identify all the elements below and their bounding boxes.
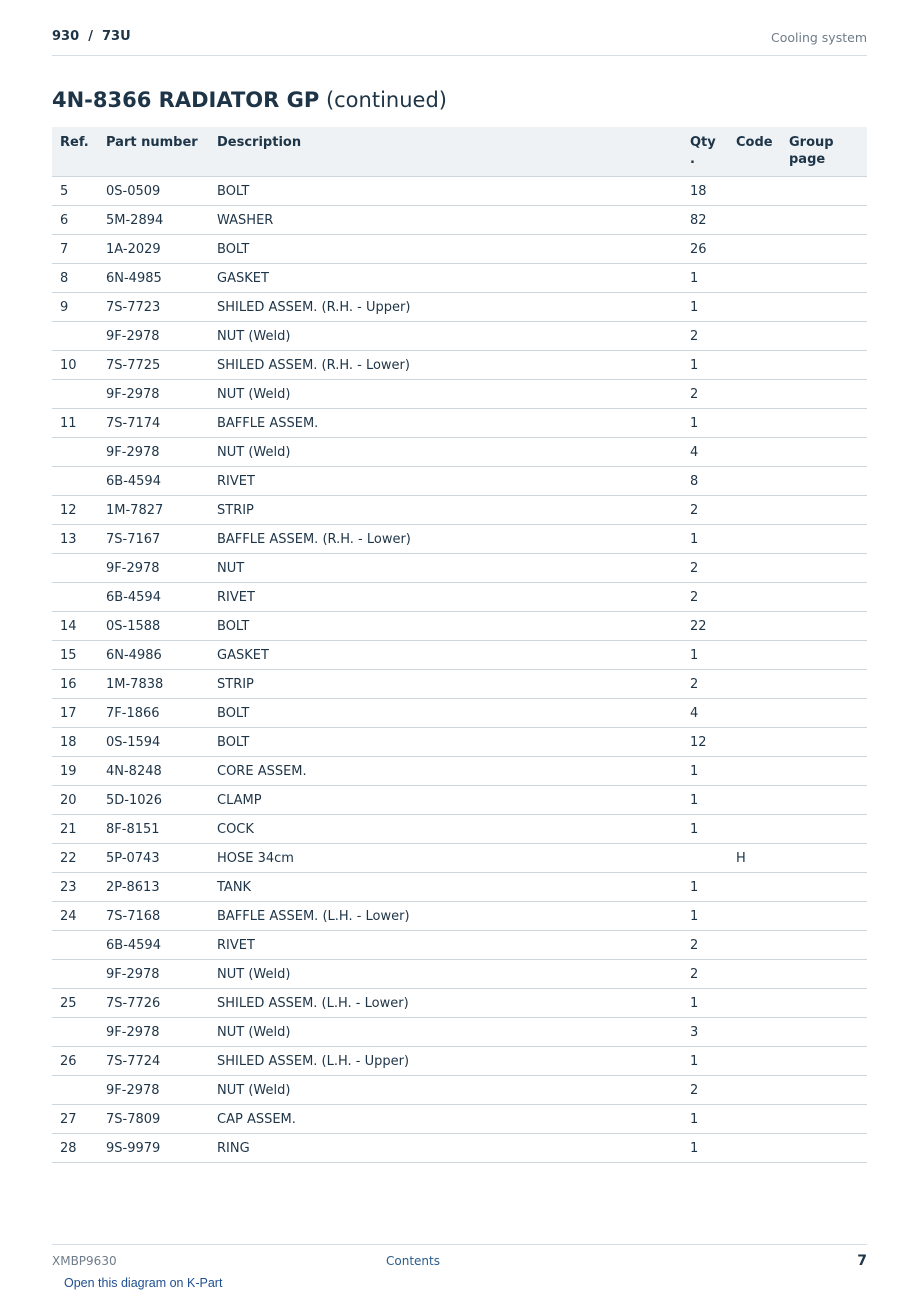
table-row: [52, 989, 867, 1018]
cell-qty: 1: [682, 293, 728, 322]
cell-group-page: [781, 873, 867, 902]
cell-ref: [52, 380, 98, 409]
cell-group-page: [781, 728, 867, 757]
cell-description: STRIP: [209, 670, 682, 699]
cell-code: [728, 351, 781, 380]
cell-code: [728, 641, 781, 670]
cell-group-page: [781, 206, 867, 235]
cell-ref: [52, 554, 98, 583]
cell-ref: 6: [52, 206, 98, 235]
section-label: Cooling system: [771, 30, 867, 45]
table-row: [52, 1047, 867, 1076]
cell-qty: 12: [682, 728, 728, 757]
cell-description: BAFFLE ASSEM. (L.H. - Lower): [209, 902, 682, 931]
cell-qty: 26: [682, 235, 728, 264]
table-row: [52, 844, 867, 873]
cell-description: SHILED ASSEM. (R.H. - Upper): [209, 293, 682, 322]
table-row: [52, 496, 867, 525]
cell-group-page: [781, 1105, 867, 1134]
cell-code: [728, 293, 781, 322]
cell-code: [728, 380, 781, 409]
cell-part-number: 9F-2978: [98, 322, 209, 351]
cell-qty: 1: [682, 815, 728, 844]
cell-part-number: 6B-4594: [98, 931, 209, 960]
cell-ref: 21: [52, 815, 98, 844]
cell-code: [728, 1018, 781, 1047]
cell-description: CORE ASSEM.: [209, 757, 682, 786]
cell-part-number: 6N-4986: [98, 641, 209, 670]
table-row: [52, 293, 867, 322]
page-header: [52, 24, 867, 56]
cell-code: [728, 873, 781, 902]
cell-description: BOLT: [209, 235, 682, 264]
table-row: [52, 1105, 867, 1134]
cell-ref: [52, 931, 98, 960]
cell-description: NUT (Weld): [209, 322, 682, 351]
cell-part-number: 7S-7809: [98, 1105, 209, 1134]
cell-ref: [52, 1076, 98, 1105]
cell-code: [728, 699, 781, 728]
cell-code: [728, 757, 781, 786]
cell-code: [728, 989, 781, 1018]
column-header-description: Description: [209, 127, 682, 177]
cell-description: RIVET: [209, 583, 682, 612]
table-row: [52, 264, 867, 293]
cell-ref: [52, 960, 98, 989]
cell-ref: 24: [52, 902, 98, 931]
cell-part-number: 0S-1588: [98, 612, 209, 641]
table-row: [52, 525, 867, 554]
cell-part-number: 6B-4594: [98, 583, 209, 612]
cell-qty: 4: [682, 699, 728, 728]
cell-group-page: [781, 380, 867, 409]
cell-code: H: [728, 844, 781, 873]
cell-group-page: [781, 699, 867, 728]
table-body: [52, 177, 867, 1163]
table-row: [52, 177, 867, 206]
cell-code: [728, 496, 781, 525]
cell-qty: 1: [682, 786, 728, 815]
open-diagram-link[interactable]: Open this diagram on K-Part: [64, 1276, 223, 1290]
cell-ref: 20: [52, 786, 98, 815]
cell-part-number: 9F-2978: [98, 438, 209, 467]
cell-ref: 11: [52, 409, 98, 438]
cell-description: STRIP: [209, 496, 682, 525]
cell-group-page: [781, 612, 867, 641]
cell-group-page: [781, 409, 867, 438]
cell-ref: 28: [52, 1134, 98, 1163]
cell-group-page: [781, 1076, 867, 1105]
cell-code: [728, 554, 781, 583]
cell-ref: 10: [52, 351, 98, 380]
cell-group-page: [781, 902, 867, 931]
cell-ref: 17: [52, 699, 98, 728]
cell-description: GASKET: [209, 264, 682, 293]
cell-ref: [52, 438, 98, 467]
cell-description: NUT (Weld): [209, 1018, 682, 1047]
cell-group-page: [781, 438, 867, 467]
cell-ref: 9: [52, 293, 98, 322]
cell-qty: 1: [682, 757, 728, 786]
cell-qty: 18: [682, 177, 728, 206]
cell-group-page: [781, 351, 867, 380]
table-row: [52, 409, 867, 438]
cell-group-page: [781, 177, 867, 206]
cell-ref: 7: [52, 235, 98, 264]
cell-qty: 2: [682, 322, 728, 351]
cell-description: SHILED ASSEM. (L.H. - Upper): [209, 1047, 682, 1076]
cell-description: BOLT: [209, 612, 682, 641]
cell-code: [728, 1134, 781, 1163]
cell-group-page: [781, 844, 867, 873]
cell-qty: [682, 844, 728, 873]
table-row: [52, 467, 867, 496]
cell-part-number: 7S-7725: [98, 351, 209, 380]
cell-qty: 1: [682, 1105, 728, 1134]
column-header-ref: Ref.: [52, 127, 98, 177]
table-row: [52, 206, 867, 235]
cell-qty: 2: [682, 670, 728, 699]
cell-code: [728, 815, 781, 844]
cell-ref: 5: [52, 177, 98, 206]
cell-ref: 13: [52, 525, 98, 554]
cell-code: [728, 786, 781, 815]
cell-description: RING: [209, 1134, 682, 1163]
cell-qty: 1: [682, 989, 728, 1018]
cell-part-number: 9F-2978: [98, 960, 209, 989]
cell-qty: 1: [682, 264, 728, 293]
cell-description: COCK: [209, 815, 682, 844]
cell-part-number: 2P-8613: [98, 873, 209, 902]
cell-ref: 18: [52, 728, 98, 757]
page-title: [52, 88, 447, 112]
cell-qty: 1: [682, 641, 728, 670]
cell-description: SHILED ASSEM. (R.H. - Lower): [209, 351, 682, 380]
cell-group-page: [781, 467, 867, 496]
cell-group-page: [781, 815, 867, 844]
table-row: [52, 1076, 867, 1105]
cell-ref: 16: [52, 670, 98, 699]
cell-code: [728, 612, 781, 641]
cell-description: NUT (Weld): [209, 380, 682, 409]
cell-part-number: 4N-8248: [98, 757, 209, 786]
cell-qty: 8: [682, 467, 728, 496]
cell-ref: [52, 1018, 98, 1047]
cell-qty: 1: [682, 1134, 728, 1163]
title-suffix: (continued): [325, 88, 447, 112]
cell-ref: 14: [52, 612, 98, 641]
cell-ref: [52, 322, 98, 351]
cell-description: SHILED ASSEM. (L.H. - Lower): [209, 989, 682, 1018]
contents-link[interactable]: Contents: [386, 1254, 440, 1268]
cell-group-page: [781, 322, 867, 351]
cell-qty: 3: [682, 1018, 728, 1047]
cell-description: HOSE 34cm: [209, 844, 682, 873]
cell-part-number: 0S-0509: [98, 177, 209, 206]
cell-code: [728, 728, 781, 757]
part-group-name: 4N-8366 RADIATOR GP: [52, 88, 320, 112]
table-row: [52, 583, 867, 612]
page-footer: [52, 1244, 867, 1275]
cell-group-page: [781, 960, 867, 989]
cell-description: CLAMP: [209, 786, 682, 815]
cell-group-page: [781, 583, 867, 612]
column-header-part-number: Part number: [98, 127, 209, 177]
cell-description: CAP ASSEM.: [209, 1105, 682, 1134]
cell-description: NUT: [209, 554, 682, 583]
cell-part-number: 7S-7723: [98, 293, 209, 322]
cell-code: [728, 409, 781, 438]
cell-description: BOLT: [209, 728, 682, 757]
cell-description: BOLT: [209, 177, 682, 206]
table-row: [52, 322, 867, 351]
cell-part-number: 6B-4594: [98, 467, 209, 496]
cell-qty: 2: [682, 960, 728, 989]
cell-code: [728, 1105, 781, 1134]
cell-group-page: [781, 525, 867, 554]
cell-part-number: 7S-7168: [98, 902, 209, 931]
table-row: [52, 380, 867, 409]
cell-part-number: 9F-2978: [98, 554, 209, 583]
cell-code: [728, 960, 781, 989]
column-header-code: Code: [728, 127, 781, 177]
table-row: [52, 1134, 867, 1163]
document-id: XMBP9630: [52, 1254, 117, 1268]
table-row: [52, 670, 867, 699]
cell-code: [728, 931, 781, 960]
parts-table: [52, 127, 867, 1163]
cell-description: BAFFLE ASSEM. (R.H. - Lower): [209, 525, 682, 554]
cell-code: [728, 177, 781, 206]
table-row: [52, 351, 867, 380]
table-row: [52, 1018, 867, 1047]
cell-part-number: 6N-4985: [98, 264, 209, 293]
cell-qty: 2: [682, 1076, 728, 1105]
cell-part-number: 8F-8151: [98, 815, 209, 844]
cell-ref: 22: [52, 844, 98, 873]
table-row: [52, 873, 867, 902]
cell-part-number: 1M-7827: [98, 496, 209, 525]
cell-group-page: [781, 1047, 867, 1076]
column-header-qty: Qty .: [682, 127, 728, 177]
cell-group-page: [781, 264, 867, 293]
cell-qty: 2: [682, 380, 728, 409]
cell-code: [728, 1076, 781, 1105]
page-number: 7: [857, 1253, 867, 1269]
cell-description: BAFFLE ASSEM.: [209, 409, 682, 438]
cell-code: [728, 467, 781, 496]
cell-code: [728, 670, 781, 699]
cell-code: [728, 206, 781, 235]
cell-group-page: [781, 786, 867, 815]
table-row: [52, 960, 867, 989]
table-row: [52, 902, 867, 931]
cell-qty: 4: [682, 438, 728, 467]
cell-qty: 2: [682, 554, 728, 583]
cell-description: RIVET: [209, 467, 682, 496]
cell-part-number: 7S-7167: [98, 525, 209, 554]
cell-qty: 2: [682, 496, 728, 525]
cell-qty: 1: [682, 1047, 728, 1076]
table-row: [52, 728, 867, 757]
cell-group-page: [781, 235, 867, 264]
cell-description: BOLT: [209, 699, 682, 728]
cell-group-page: [781, 670, 867, 699]
cell-description: TANK: [209, 873, 682, 902]
table-header-row: [52, 127, 867, 177]
table-row: [52, 786, 867, 815]
cell-part-number: 5P-0743: [98, 844, 209, 873]
cell-qty: 2: [682, 583, 728, 612]
table-row: [52, 815, 867, 844]
cell-qty: 1: [682, 409, 728, 438]
cell-part-number: 7S-7174: [98, 409, 209, 438]
cell-group-page: [781, 1018, 867, 1047]
cell-group-page: [781, 757, 867, 786]
cell-code: [728, 235, 781, 264]
table-row: [52, 612, 867, 641]
cell-description: RIVET: [209, 931, 682, 960]
cell-ref: [52, 583, 98, 612]
cell-part-number: 1M-7838: [98, 670, 209, 699]
cell-ref: 15: [52, 641, 98, 670]
cell-part-number: 9F-2978: [98, 1076, 209, 1105]
cell-ref: 12: [52, 496, 98, 525]
cell-group-page: [781, 989, 867, 1018]
table-row: [52, 757, 867, 786]
cell-code: [728, 583, 781, 612]
cell-group-page: [781, 641, 867, 670]
model-label: 930 / 73U: [52, 29, 131, 44]
cell-ref: 23: [52, 873, 98, 902]
cell-part-number: 9F-2978: [98, 380, 209, 409]
cell-ref: 27: [52, 1105, 98, 1134]
table-row: [52, 699, 867, 728]
cell-ref: 8: [52, 264, 98, 293]
cell-description: NUT (Weld): [209, 1076, 682, 1105]
cell-qty: 2: [682, 931, 728, 960]
cell-group-page: [781, 1134, 867, 1163]
table-row: [52, 438, 867, 467]
cell-qty: 22: [682, 612, 728, 641]
cell-part-number: 9F-2978: [98, 1018, 209, 1047]
cell-code: [728, 1047, 781, 1076]
cell-part-number: 7S-7726: [98, 989, 209, 1018]
cell-part-number: 0S-1594: [98, 728, 209, 757]
cell-part-number: 5M-2894: [98, 206, 209, 235]
cell-description: NUT (Weld): [209, 438, 682, 467]
cell-qty: 1: [682, 902, 728, 931]
cell-code: [728, 438, 781, 467]
cell-ref: 19: [52, 757, 98, 786]
cell-group-page: [781, 931, 867, 960]
table-row: [52, 931, 867, 960]
cell-code: [728, 902, 781, 931]
table-row: [52, 235, 867, 264]
cell-ref: 26: [52, 1047, 98, 1076]
cell-part-number: 9S-9979: [98, 1134, 209, 1163]
cell-code: [728, 264, 781, 293]
cell-description: WASHER: [209, 206, 682, 235]
cell-code: [728, 525, 781, 554]
cell-group-page: [781, 293, 867, 322]
cell-qty: 1: [682, 351, 728, 380]
cell-part-number: 7S-7724: [98, 1047, 209, 1076]
cell-ref: 25: [52, 989, 98, 1018]
cell-description: GASKET: [209, 641, 682, 670]
table-row: [52, 641, 867, 670]
cell-part-number: 5D-1026: [98, 786, 209, 815]
cell-qty: 82: [682, 206, 728, 235]
cell-group-page: [781, 496, 867, 525]
cell-part-number: 7F-1866: [98, 699, 209, 728]
cell-group-page: [781, 554, 867, 583]
table-row: [52, 554, 867, 583]
cell-part-number: 1A-2029: [98, 235, 209, 264]
column-header-group-page: Group page: [781, 127, 867, 177]
cell-description: NUT (Weld): [209, 960, 682, 989]
cell-qty: 1: [682, 525, 728, 554]
cell-ref: [52, 467, 98, 496]
cell-qty: 1: [682, 873, 728, 902]
cell-code: [728, 322, 781, 351]
